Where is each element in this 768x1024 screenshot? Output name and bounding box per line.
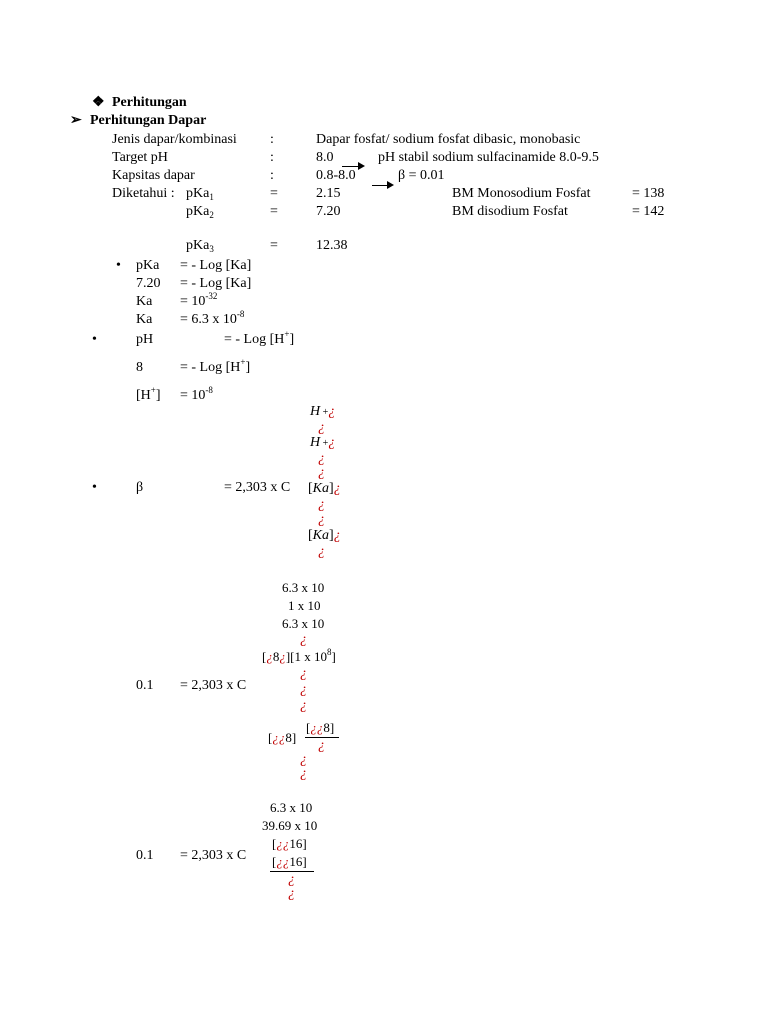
eq1-l11: ¿: [300, 766, 307, 781]
bm1-value: = 138: [632, 186, 665, 201]
eq2-l4: [¿¿16]: [272, 854, 307, 869]
beta-f5: ¿: [318, 465, 325, 480]
kapasitas-arrow-line: [372, 185, 388, 186]
bm2-value: = 142: [632, 204, 665, 219]
calc1-r1-left: pKa: [136, 258, 160, 273]
eq1-l1: 6.3 x 10: [282, 580, 325, 595]
eq1-l9-frac-top: [¿¿8]: [306, 720, 335, 735]
pka1-value: 2.15: [316, 186, 341, 201]
eq2-lhs: 0.1: [136, 848, 154, 863]
eq1-rhs: = 2,303 x C: [180, 678, 247, 693]
target-colon: :: [270, 150, 274, 165]
bm1-label: BM Monosodium Fosfat: [452, 186, 591, 201]
calc2-r2-right: = - Log [H+]: [180, 357, 251, 375]
calc2-r1-left: pH: [136, 332, 154, 347]
pka2-value: 7.20: [316, 204, 341, 219]
target-value: 8.0: [316, 150, 334, 165]
beta-f6: [Ka]¿: [308, 481, 341, 496]
calc1-r3-right: = $10^{-32}$: [180, 291, 218, 309]
calc2-bullet: •: [92, 332, 97, 347]
eq1-l7: ¿: [300, 682, 307, 697]
eq2-rhs: = 2,303 x C: [180, 848, 247, 863]
diketahui-label: Diketahui :: [112, 186, 175, 201]
kapasitas-note: β = 0.01: [398, 168, 445, 183]
eq1-l9-left: [¿¿8]: [268, 730, 297, 745]
eq2-l6: ¿: [288, 886, 295, 901]
eq1-l9-frac-bot: ¿: [318, 738, 325, 753]
calc1-r2-left: 7.20: [136, 276, 161, 291]
calc2-r2-left: 8: [136, 360, 143, 375]
beta-label: β: [136, 480, 144, 495]
eq2-l1: 6.3 x 10: [270, 800, 313, 815]
kapasitas-colon: :: [270, 168, 274, 183]
pka3-label: pKa$_3$: [186, 238, 214, 254]
jenis-value: Dapar fosfat/ sodium fosfat dibasic, monobasic: [316, 132, 581, 147]
arrow-bullet-icon: ➢: [70, 113, 82, 128]
calc1-r2-right: = - Log [Ka]: [180, 276, 252, 291]
calc1-r1-right: = - Log [Ka]: [180, 258, 252, 273]
beta-f8: ¿: [318, 512, 325, 527]
beta-rhs: = 2,303 x C: [224, 480, 291, 495]
beta-f2: ¿: [318, 420, 325, 435]
pka1-eq: =: [270, 186, 278, 201]
calc1-r4-right: = 6.3 x $10^{-8}$: [180, 309, 245, 327]
jenis-colon: :: [270, 132, 274, 147]
beta-f4: ¿: [318, 451, 325, 466]
pka3-eq: =: [270, 238, 278, 253]
pka1-label: pKa$_1$: [186, 186, 214, 202]
kapasitas-value: 0.8-8.0: [316, 168, 356, 183]
target-label: Target pH: [112, 150, 168, 165]
kapasitas-label: Kapsitas dapar: [112, 168, 195, 183]
pka2-label: pKa$_2$: [186, 204, 214, 220]
bm2-label: BM disodium Fosfat: [452, 204, 568, 219]
eq1-l3: 6.3 x 10: [282, 616, 325, 631]
eq1-lhs: 0.1: [136, 678, 154, 693]
eq1-l10: ¿: [300, 752, 307, 767]
beta-f7: ¿: [318, 497, 325, 512]
pka2-eq: =: [270, 204, 278, 219]
diamond-bullet-icon: ❖: [92, 95, 105, 110]
beta-bullet: •: [92, 480, 97, 495]
beta-f9: [Ka]¿: [308, 528, 341, 543]
pka3-value: 12.38: [316, 238, 348, 253]
calc1-r4-left: Ka: [136, 312, 153, 327]
target-note: pH stabil sodium sulfacinamide 8.0-9.5: [378, 150, 599, 165]
calc1-bullet: •: [116, 258, 121, 273]
beta-f3: H +¿: [310, 435, 336, 450]
heading-perhitungan-dapar: Perhitungan Dapar: [90, 113, 207, 128]
calc2-r1-right: = - Log [H+]: [224, 329, 295, 347]
eq1-l2: 1 x 10: [288, 598, 321, 613]
heading-perhitungan: Perhitungan: [112, 95, 187, 110]
eq2-l3: [¿¿16]: [272, 836, 307, 851]
target-arrow-icon: [358, 162, 365, 170]
eq1-l6: ¿: [300, 666, 307, 681]
calc1-r3-left: Ka: [136, 294, 153, 309]
eq1-l5: [¿8¿][1 x $10^8$]: [262, 647, 336, 664]
calc2-r3-left: [H+]: [136, 385, 161, 403]
eq2-l2: 39.69 x 10: [262, 818, 318, 833]
beta-f1: H +¿: [310, 404, 336, 419]
calc2-r3-right: = $10^{-8}$: [180, 385, 213, 403]
eq1-l4: ¿: [300, 632, 307, 647]
beta-f10: ¿: [318, 544, 325, 559]
jenis-label: Jenis dapar/kombinasi: [112, 132, 237, 147]
eq2-l5: ¿: [288, 872, 295, 887]
eq1-l8: ¿: [300, 698, 307, 713]
kapasitas-arrow-icon: [387, 181, 394, 189]
